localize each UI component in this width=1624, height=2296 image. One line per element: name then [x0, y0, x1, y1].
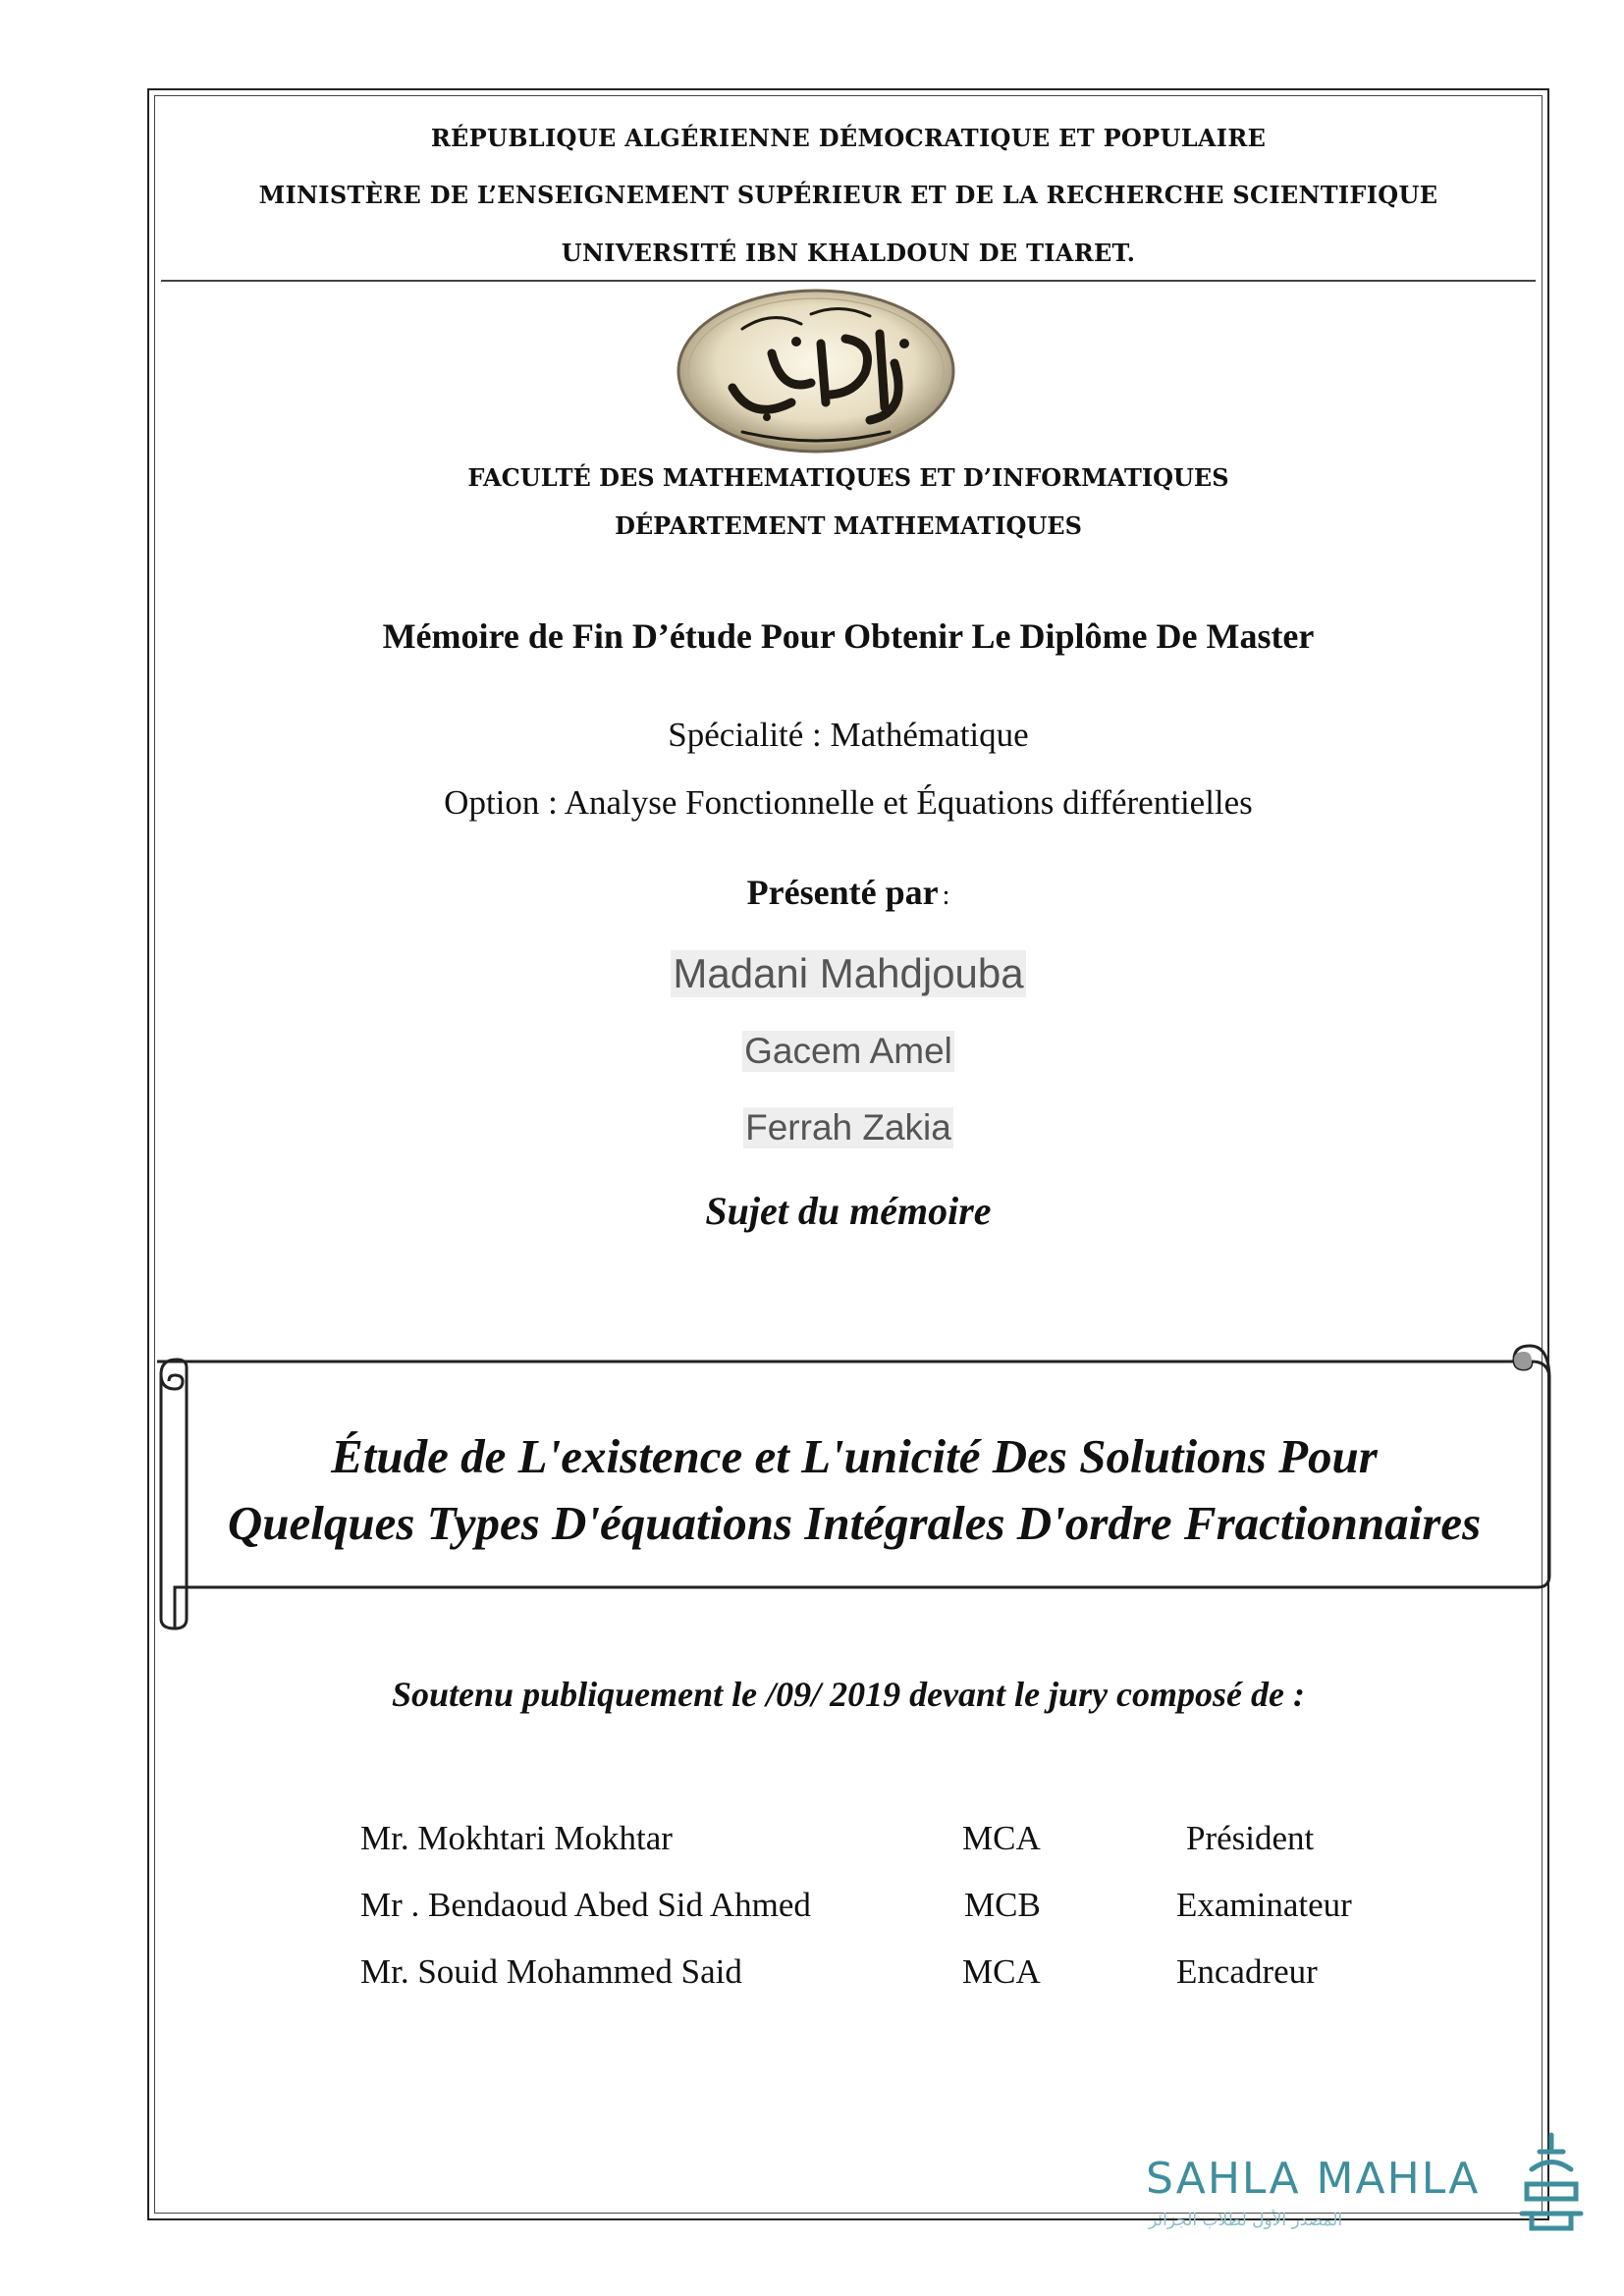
jury-row: [0, 1819, 1624, 1868]
author-row: [154, 950, 1543, 997]
republic-header: RÉPUBLIQUE ALGÉRIENNE DÉMOCRATIQUE ET POPULAIRE: [430, 124, 1267, 152]
university-header: UNIVERSITÉ IBN KHALDOUN DE TIARET.: [561, 239, 1136, 267]
author-row: [154, 1031, 1543, 1072]
thesis-title-line-2: Quelques Types D'équations Intégrales D'ordre Fractionnaires: [227, 1496, 1482, 1550]
jury-name: Mr. Souid Mohammed Said: [360, 1952, 742, 1991]
option: Option : Analyse Fonctionnelle et Équations différentielles: [444, 783, 1253, 822]
title-scroll-frame: [147, 1340, 1551, 1634]
jury-role: Président: [1186, 1819, 1315, 1857]
jury-name: Mr. Mokhtari Mokhtar: [360, 1819, 673, 1857]
sahla-mahla-logo-icon: [1512, 2130, 1591, 2238]
department-title: DÉPARTEMENT MATHEMATIQUES: [615, 511, 1082, 540]
watermark-text: SAHLA MAHLA: [1146, 2154, 1481, 2204]
university-logo-icon: [674, 285, 958, 456]
thesis-title-line-1: Étude de L'existence et L'unicité Des Solutions Pour: [331, 1429, 1378, 1483]
presented-by: [154, 872, 1543, 913]
author-name: Madani Mahdjouba: [673, 950, 1024, 996]
thesis-line: Mémoire de Fin D’étude Pour Obtenir Le Diplôme De Master: [382, 616, 1315, 656]
jury-name: Mr . Bendaoud Abed Sid Ahmed: [360, 1886, 811, 1924]
jury-grade: MCA: [962, 1952, 1041, 1991]
author-name: Gacem Amel: [744, 1031, 952, 1071]
faculty-title: FACULTÉ DES MATHEMATIQUES ET D’INFORMATIQUES: [467, 463, 1229, 492]
author-row: [154, 1107, 1543, 1148]
jury-grade: MCB: [964, 1886, 1041, 1924]
defense-line: Soutenu publiquement le /09/ 2019 devant le jury composé de :: [392, 1675, 1305, 1714]
header-divider: [161, 280, 1536, 282]
author-name: Ferrah Zakia: [745, 1107, 951, 1148]
jury-row: [0, 1886, 1624, 1935]
jury-role: Encadreur: [1176, 1952, 1318, 1991]
jury-row: [0, 1952, 1624, 2002]
watermark-subtitle: المصدر الأول لطلاب الجزائر: [1149, 2211, 1343, 2230]
ministry-header: MINISTÈRE DE L’ENSEIGNEMENT SUPÉRIEUR ET DE LA RECHERCHE SCIENTIFIQUE: [258, 181, 1438, 209]
subject-label: Sujet du mémoire: [705, 1189, 992, 1233]
specialty: Spécialité : Mathématique: [668, 716, 1029, 754]
presented-label: Présenté par: [746, 873, 939, 912]
jury-grade: MCA: [962, 1819, 1041, 1857]
presented-colon: :: [942, 881, 950, 911]
jury-role: Examinateur: [1176, 1886, 1352, 1924]
